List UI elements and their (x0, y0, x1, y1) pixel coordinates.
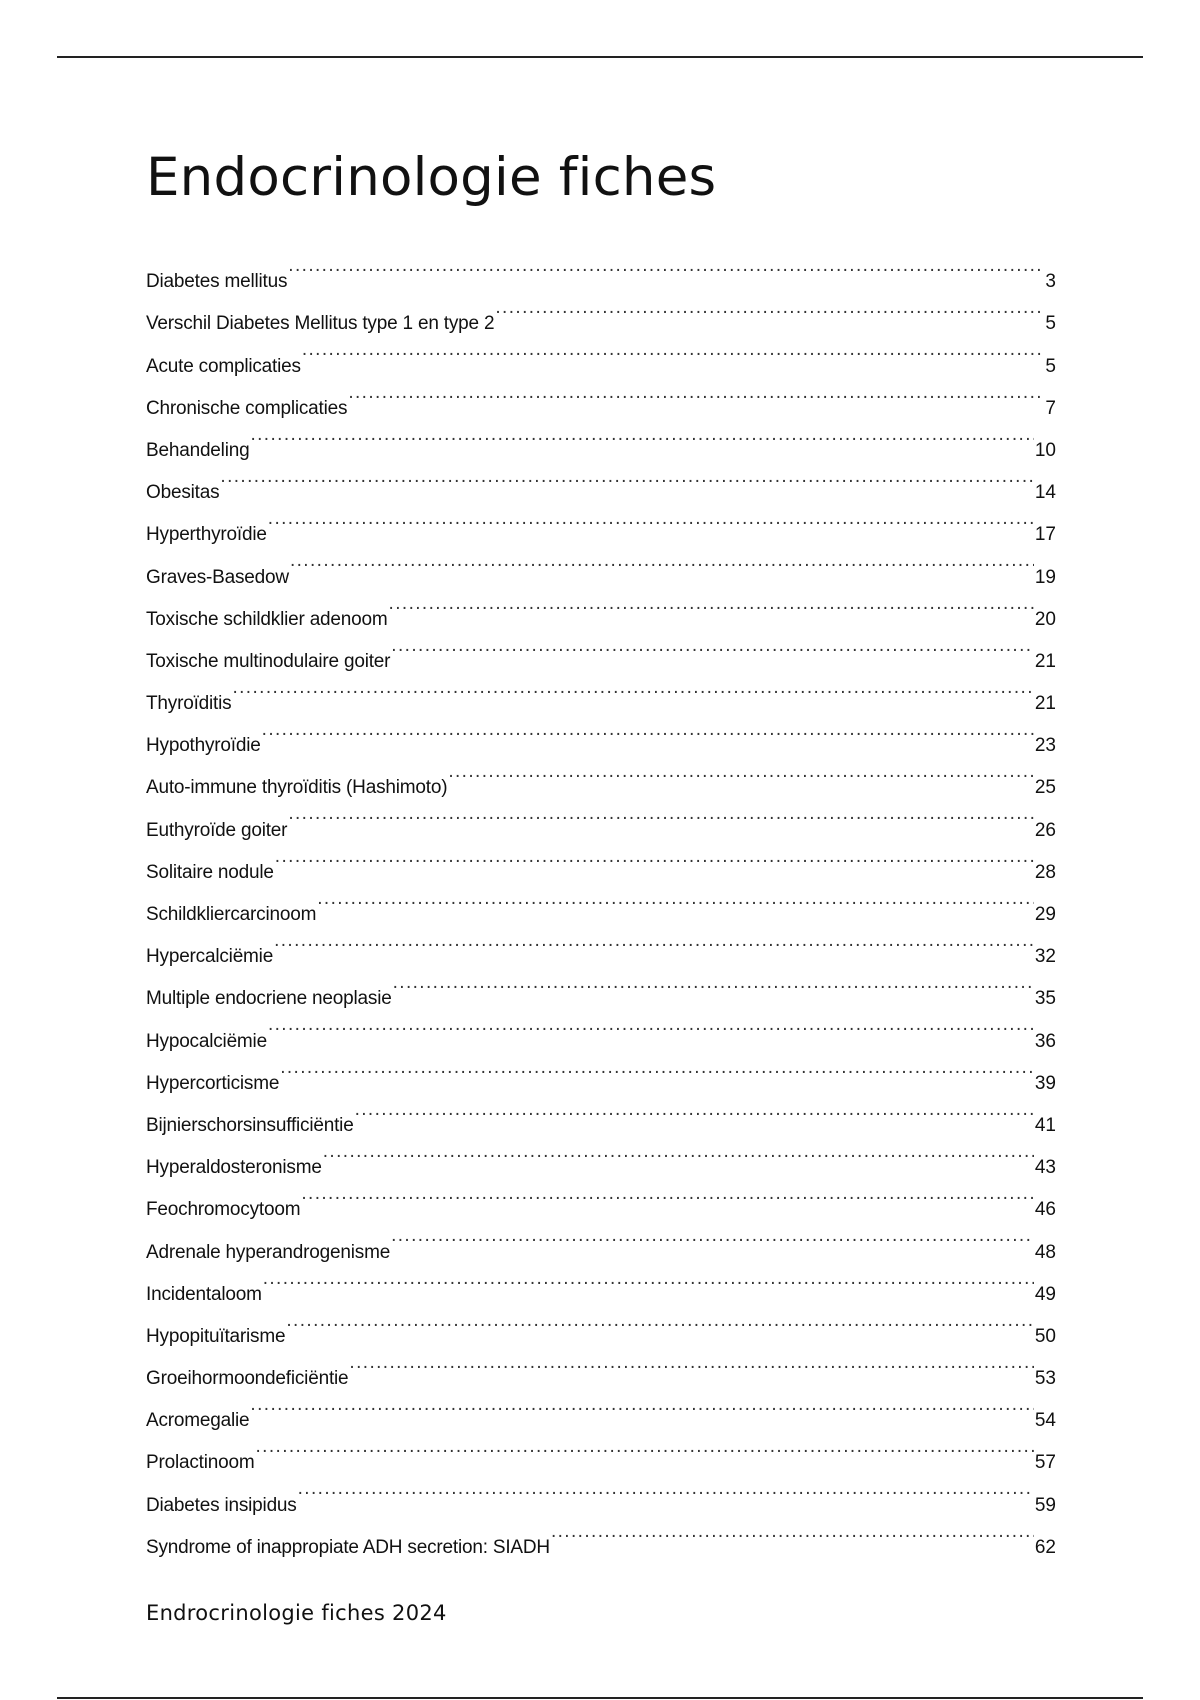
toc-entry-page-number: 17 (1034, 524, 1056, 546)
toc-entry-page-number: 29 (1034, 904, 1056, 925)
toc-entry-page-number: 5 (1045, 313, 1056, 335)
toc-entry-label: Solitaire nodule (146, 861, 274, 883)
toc-dot-leader (316, 878, 1034, 920)
toc-entry-page-number: 39 (1034, 1072, 1056, 1094)
toc-entry-label: Obesitas (146, 482, 220, 504)
toc-entry-page-number: 54 (1034, 1410, 1056, 1432)
toc-entry-label: Multiple endocriene neoplasie (146, 988, 392, 1010)
toc-entry[interactable] (146, 962, 1056, 1010)
toc-dot-leader (289, 540, 1034, 582)
toc-dot-leader (297, 1468, 1034, 1510)
toc-dot-leader (392, 962, 1034, 1004)
document-title: Endocrinologie fiches (146, 147, 717, 208)
toc-dot-leader (550, 1511, 1034, 1553)
toc-entry[interactable] (146, 1468, 1056, 1516)
toc-entry-label: Hyperthyroïdie (146, 524, 267, 546)
toc-entry-page-number: 7 (1045, 397, 1056, 419)
toc-dot-leader (494, 287, 1044, 329)
toc-entry-page-number: 14 (1034, 482, 1056, 504)
toc-entry-label: Hypopituïtarisme (146, 1325, 286, 1347)
toc-dot-leader (348, 1342, 1033, 1384)
toc-dot-leader (300, 1173, 1034, 1215)
toc-dot-leader (254, 1426, 1033, 1468)
toc-entry[interactable] (146, 1384, 1056, 1432)
toc-entry-label: Acute complicaties (146, 355, 301, 377)
toc-entry-page-number: 53 (1034, 1368, 1056, 1390)
toc-entry[interactable] (146, 456, 1056, 504)
toc-entry-label: Prolactinoom (146, 1452, 255, 1474)
toc-dot-leader (301, 329, 1045, 371)
toc-dot-leader (274, 836, 1034, 878)
toc-dot-leader (249, 1384, 1033, 1426)
toc-entry-page-number: 50 (1034, 1325, 1056, 1347)
toc-entry-page-number: 46 (1034, 1199, 1056, 1221)
toc-dot-leader (347, 372, 1044, 414)
toc-dot-leader (390, 1215, 1034, 1257)
toc-dot-leader (273, 920, 1034, 962)
toc-entry-label: Bijnierschorsinsufficiëntie (146, 1114, 354, 1136)
toc-entry-label: Thyroïditis (146, 693, 232, 715)
toc-entry[interactable] (146, 1426, 1056, 1474)
toc-entry-label: Diabetes insipidus (146, 1494, 297, 1516)
toc-entry-page-number: 41 (1034, 1114, 1056, 1136)
toc-dot-leader (262, 1258, 1034, 1300)
toc-entry-label: Hyperaldosteronisme (146, 1157, 322, 1179)
toc-entry[interactable] (146, 498, 1056, 546)
toc-entry-page-number: 43 (1034, 1157, 1056, 1179)
toc-entry-page-number: 21 (1034, 693, 1056, 715)
toc-dot-leader (447, 751, 1034, 793)
toc-entry-label: Hypocalciëmie (146, 1030, 267, 1052)
page-footer: Endrocrinologie fiches 2024 (146, 1601, 447, 1625)
toc-entry-label: Incidentaloom (146, 1283, 262, 1305)
header-rule (57, 56, 1143, 58)
toc-entry-page-number: 21 (1034, 650, 1056, 672)
toc-entry-label: Auto-immune thyroïditis (Hashimoto) (146, 777, 448, 799)
toc-entry[interactable] (146, 920, 1056, 968)
toc-entry-page-number: 48 (1034, 1241, 1056, 1263)
toc-entry-page-number: 26 (1034, 819, 1056, 841)
toc-entry-page-number: 23 (1034, 735, 1056, 757)
toc-dot-leader (354, 1089, 1034, 1131)
toc-entry-page-number: 59 (1034, 1494, 1056, 1516)
toc-entry[interactable] (146, 1004, 1056, 1052)
toc-dot-leader (285, 1300, 1034, 1342)
toc-entry-page-number: 35 (1034, 988, 1056, 1010)
footer-rule (57, 1697, 1143, 1699)
toc-entry-label: Euthyroïde goiter (146, 819, 288, 841)
toc-dot-leader (322, 1131, 1034, 1173)
toc-dot-leader (267, 498, 1034, 540)
toc-entry-page-number: 20 (1034, 608, 1056, 630)
toc-dot-leader (261, 709, 1034, 751)
toc-entry-page-number: 57 (1034, 1452, 1056, 1474)
toc-entry-label: Diabetes mellitus (146, 271, 288, 293)
toc-entry[interactable] (146, 1047, 1056, 1094)
toc-entry-label: Graves-Basedow (146, 566, 289, 588)
toc-entry[interactable] (146, 1300, 1056, 1347)
toc-entry-label: Adrenale hyperandrogenisme (146, 1241, 391, 1263)
toc-entry-label: Hypercalciëmie (146, 946, 274, 968)
table-of-contents (146, 245, 1056, 1558)
toc-entry[interactable] (146, 1089, 1056, 1136)
toc-dot-leader (267, 1004, 1034, 1046)
toc-entry-page-number: 62 (1034, 1536, 1056, 1558)
toc-entry-label: Behandeling (146, 439, 250, 461)
toc-entry-label: Verschil Diabetes Mellitus type 1 en type 2 (146, 313, 495, 335)
toc-entry-page-number: 10 (1034, 439, 1056, 461)
toc-dot-leader (219, 456, 1033, 498)
toc-dot-leader (287, 793, 1034, 835)
toc-entry[interactable] (146, 709, 1056, 757)
toc-dot-leader (231, 667, 1033, 709)
toc-entry[interactable] (146, 540, 1056, 588)
toc-entry-label: Hypercorticisme (146, 1072, 280, 1094)
toc-entry-label: Toxische multinodulaire goiter (146, 650, 391, 672)
toc-entry-page-number: 32 (1034, 946, 1056, 968)
toc-entry-page-number: 19 (1034, 566, 1056, 588)
toc-entry-label: Acromegalie (146, 1410, 250, 1432)
toc-dot-leader (390, 625, 1034, 667)
toc-entry-page-number: 5 (1045, 355, 1056, 377)
toc-entry[interactable] (146, 751, 1056, 799)
toc-entry-label: Groeihormoondeficiëntie (146, 1368, 349, 1390)
toc-entry-page-number: 36 (1034, 1030, 1056, 1052)
toc-dot-leader (287, 245, 1044, 287)
toc-entry-page-number: 25 (1034, 777, 1056, 799)
toc-entry-page-number: 28 (1034, 861, 1056, 883)
toc-dot-leader (279, 1047, 1034, 1089)
toc-entry-label: Schildkliercarcinoom (146, 904, 317, 925)
toc-entry[interactable] (146, 878, 1056, 925)
toc-dot-leader (388, 583, 1034, 625)
toc-entry-label: Hypothyroïdie (146, 735, 261, 757)
toc-entry-label: Toxische schildklier adenoom (146, 608, 388, 630)
toc-entry-label: Chronische complicaties (146, 397, 348, 419)
toc-entry[interactable] (146, 667, 1056, 715)
toc-entry-page-number: 3 (1045, 271, 1056, 293)
toc-entry[interactable] (146, 836, 1056, 883)
toc-entry[interactable] (146, 245, 1056, 293)
toc-entry[interactable] (146, 1258, 1056, 1305)
toc-entry-label: Feochromocytoom (146, 1199, 301, 1221)
toc-entry-page-number: 49 (1034, 1283, 1056, 1305)
toc-entry[interactable] (146, 414, 1056, 461)
toc-dot-leader (249, 414, 1033, 456)
toc-entry-label: Syndrome of inappropiate ADH secretion: SIADH (146, 1536, 550, 1558)
